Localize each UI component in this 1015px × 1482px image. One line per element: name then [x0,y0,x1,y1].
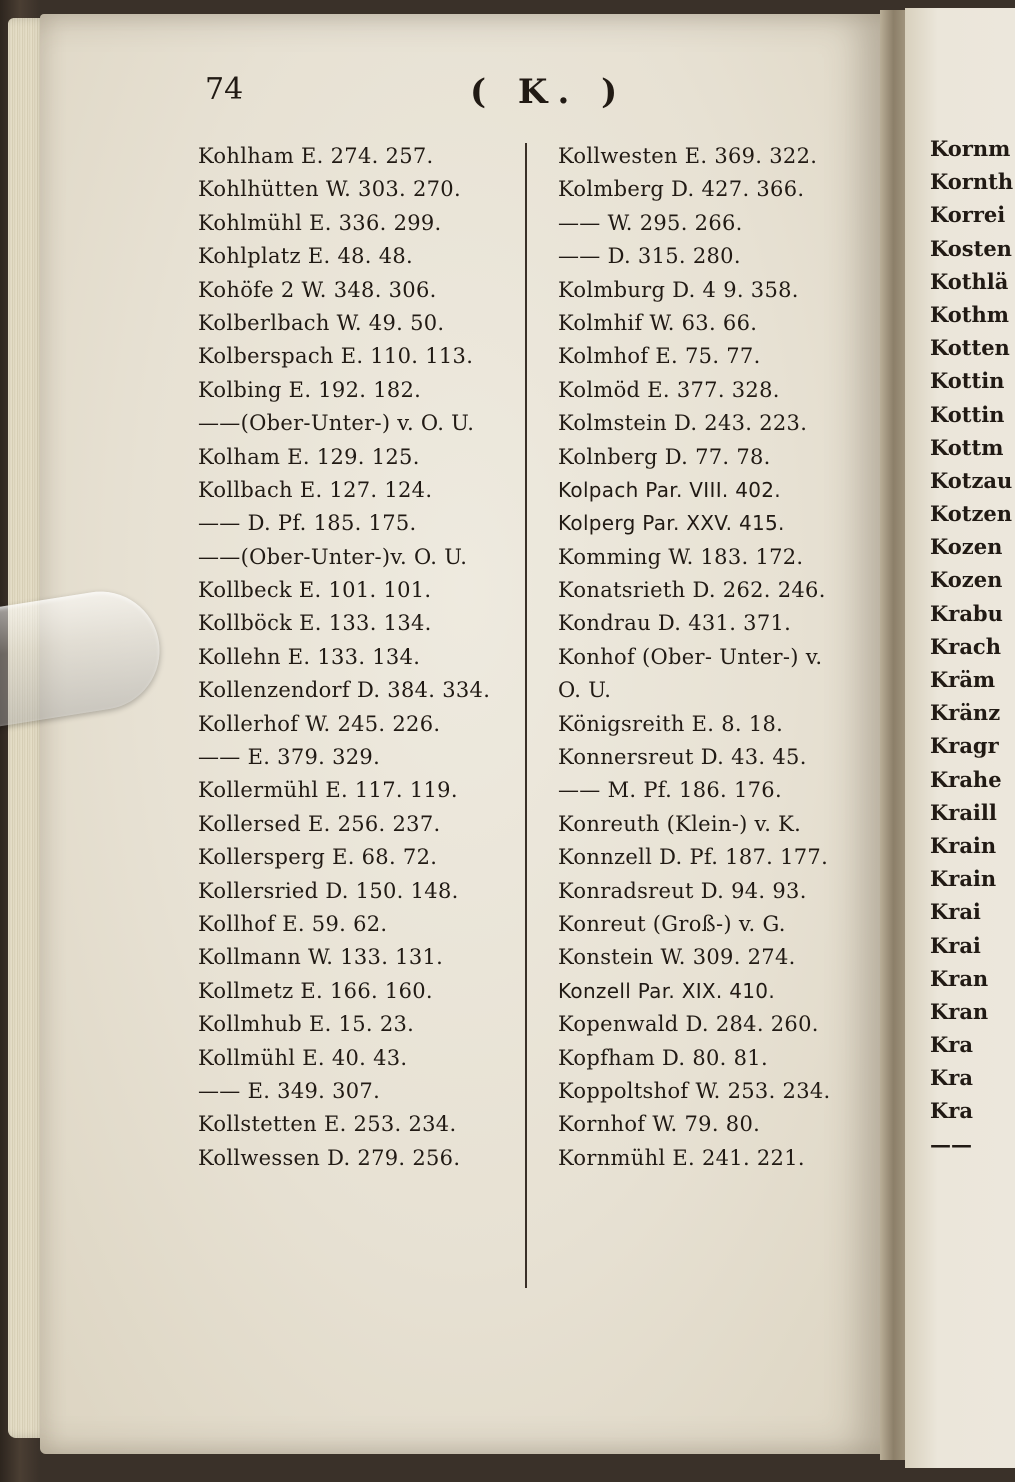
index-entry: Konradsreut D. 94. 93. [558,878,807,903]
index-entry-fragment: Kra [930,1065,973,1091]
index-entry: —— W. 295. 266. [558,210,743,235]
index-entry: Kolmburg D. 4 9. 358. [558,277,799,302]
index-entry-fragment: Kragr [930,733,999,759]
index-entry: ——(Ober-Unter-)v. O. U. [198,544,468,569]
index-entry: Kollbeck E. 101. 101. [198,578,432,603]
index-entry: Kolmhof E. 75. 77. [558,344,761,369]
index-entry: Königsreith E. 8. 18. [558,711,784,736]
index-entry-fragment: Krahe [930,766,1002,792]
index-entry: Kolmhif W. 63. 66. [558,310,758,335]
index-entry: Kohlmühl E. 336. 299. [198,210,442,235]
index-entry: Kollmann W. 133. 131. [198,945,444,970]
index-entry-fragment: Krabu [930,600,1003,626]
index-entry-fragment: Krai [930,932,981,958]
index-entry: —— D. 315. 280. [558,244,741,269]
index-entry-fragment: Kornth [930,169,1014,195]
index-entry: Komming W. 183. 172. [558,544,804,569]
index-entry-fragment: Kottin [930,401,1005,427]
index-entry: Kollersed E. 256. 237. [198,811,441,836]
index-entry-fragment: Kränz [930,700,1001,726]
index-entry: Kollbach E. 127. 124. [198,477,433,502]
index-entry: Kohlham E. 274. 257. [198,144,434,168]
index-entry-fragment: Kra [930,1032,973,1058]
index-entry-fragment: Kra [930,1098,973,1124]
index-entry: Konreuth (Klein-) v. K. [558,811,802,836]
index-entry-fragment: Kornm [930,136,1011,161]
index-entry: Kollermühl E. 117. 119. [198,778,458,803]
index-entry: Kolberlbach W. 49. 50. [198,310,445,335]
index-entry: Konatsrieth D. 262. 246. [558,578,826,603]
index-entry: Kollmhub E. 15. 23. [198,1012,415,1037]
page-number: 74 [205,72,244,107]
index-entry-fragment: Kräm [930,667,996,692]
column-rule [525,143,527,1288]
index-column-right [558,140,831,1175]
index-entry-fragment: Kotten [930,335,1010,361]
index-entry-fragment: Kran [930,965,989,991]
index-entry: Kornhof W. 79. 80. [558,1112,761,1137]
index-entry: Konnzell D. Pf. 187. 177. [558,845,829,870]
index-entry-fragment: Kotzen [930,501,1013,527]
index-entry: Kondrau D. 431. 371. [558,611,792,636]
index-entry: Kollmetz E. 166. 160. [198,978,433,1003]
index-entry-fragment: Kottin [930,368,1005,394]
index-entry: Kollersperg E. 68. 72. [198,845,438,870]
index-entry-fragment: Kottm [930,434,1004,460]
index-entry: Kolmberg D. 427. 366. [558,177,805,202]
index-entry: Kopenwald D. 284. 260. [558,1012,819,1037]
index-entry: ——(Ober-Unter-) v. O. U. [198,411,475,436]
index-entry-fragment: —— [930,1131,972,1157]
index-entry: Konnersreut D. 43. 45. [558,745,807,770]
index-entry: Kornmühl E. 241. 221. [558,1145,805,1170]
index-entry: Kollersried D. 150. 148. [198,878,459,903]
index-entry: Kohlplatz E. 48. 48. [198,244,414,269]
index-entry: —— E. 349. 307. [198,1078,381,1103]
index-entry: Kollenzendorf D. 384. 334. [198,678,491,703]
index-entry: Kolberspach E. 110. 113. [198,344,474,369]
index-entry: Kolnberg D. 77. 78. [558,444,771,469]
index-entry: Konreut (Groß-) v. G. [558,911,786,936]
index-entry: Konstein W. 309. 274. [558,945,796,970]
index-entry-fragment: Kotzau [930,467,1013,493]
index-entry: Kollwesten E. 369. 322. [558,144,818,168]
index-entry: Kollmühl E. 40. 43. [198,1045,408,1070]
index-column-left [198,140,490,1175]
index-entry-fragment: Kran [930,998,989,1024]
running-head: ( K. ) [470,72,628,112]
index-entry: Kopfham D. 80. 81. [558,1045,768,1070]
index-entry-fragment: Kosten [930,235,1012,261]
index-entry-fragment: Kozen [930,567,1003,593]
index-entry: Kollwessen D. 279. 256. [198,1145,461,1170]
index-entry: Kollehn E. 133. 134. [198,644,421,669]
index-entry: O. U. [558,678,612,703]
index-entry: Kollhof E. 59. 62. [198,911,388,936]
index-entry-fragment: Kozen [930,534,1003,560]
index-entry: Kolmstein D. 243. 223. [558,411,808,436]
index-entry-fragment: Kraill [930,799,997,825]
index-entry-fragment: Kothm [930,301,1009,327]
index-entry: Kollerhof W. 245. 226. [198,711,441,736]
index-entry-fragment: Krach [930,633,1001,659]
index-entry: Koppoltshof W. 253. 234. [558,1078,831,1103]
index-column-next-page [930,132,1013,1161]
index-entry: —— D. Pf. 185. 175. [198,511,417,536]
index-entry: Kolperg Par. XXV. 415. [558,511,785,536]
index-entry: Konzell Par. XIX. 410. [558,978,775,1003]
index-entry-fragment: Korrei [930,202,1006,228]
index-entry-fragment: Krai [930,899,981,925]
index-entry-fragment: Krain [930,832,997,858]
index-entry: Kohöfe 2 W. 348. 306. [198,277,437,302]
index-entry: Kollstetten E. 253. 234. [198,1112,457,1137]
index-entry: Kohlhütten W. 303. 270. [198,177,461,202]
index-entry: —— M. Pf. 186. 176. [558,778,782,803]
index-entry-fragment: Krain [930,866,997,892]
index-entry-fragment: Kothlä [930,268,1009,294]
index-entry: Kolpach Par. VIII. 402. [558,477,781,502]
index-entry: Kolmöd E. 377. 328. [558,377,780,402]
index-entry: Kollböck E. 133. 134. [198,611,432,636]
index-entry: Kolham E. 129. 125. [198,444,420,469]
index-entry: Kolbing E. 192. 182. [198,377,422,402]
index-entry: —— E. 379. 329. [198,745,381,770]
index-entry: Konhof (Ober- Unter-) v. [558,644,823,669]
